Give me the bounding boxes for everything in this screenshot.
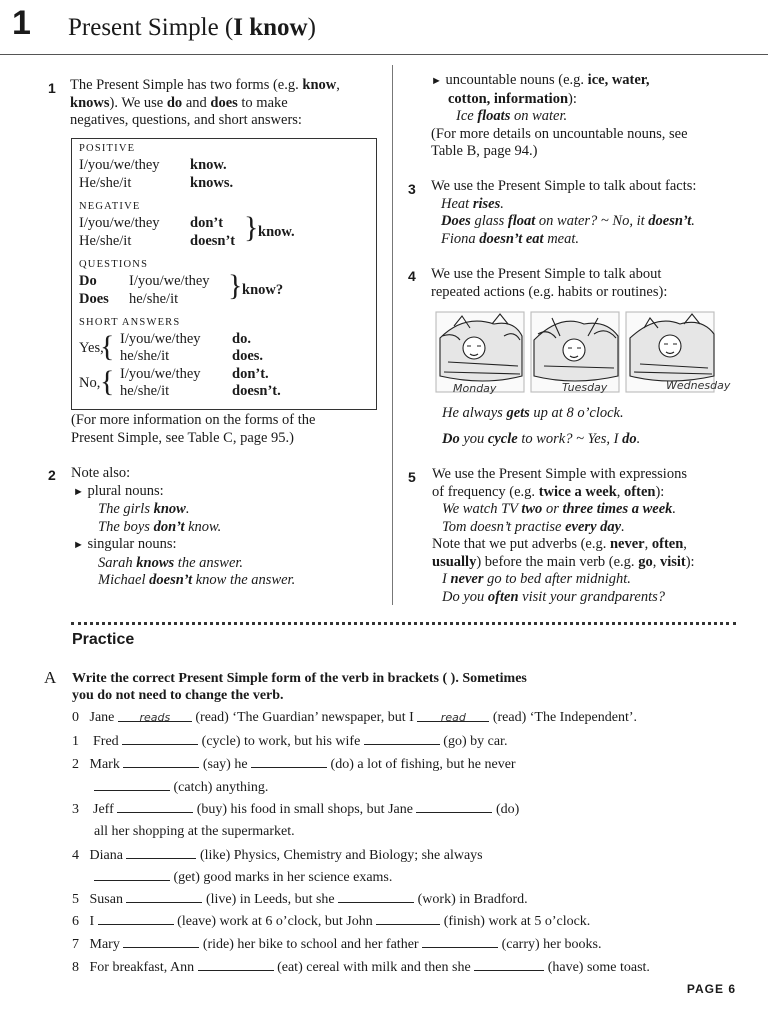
answer-blank[interactable]: [338, 890, 414, 903]
sa-yes: Yes,: [79, 340, 104, 356]
unit-title: [68, 14, 316, 42]
sa-verb-3: don’t.: [232, 366, 269, 382]
section-2-content: Note also: ► plural nouns: The girls know. The boys don’t know. ► singular nouns: Sarah knows the answer. Michael doesn’t know the answer.: [71, 465, 296, 588]
brace-questions: }: [228, 269, 243, 302]
neg-subj-1: I/you/we/they: [79, 215, 160, 231]
answer-blank[interactable]: [364, 732, 440, 745]
sa-subj-4: he/she/it: [120, 383, 170, 399]
pos-subj-2: He/she/it: [79, 175, 132, 191]
exercise-item-7: 7 Mary (ride) her bike to school and her father (carry) her books.: [72, 937, 602, 952]
neg-subj-2: He/she/it: [79, 233, 132, 249]
short-answers-heading: SHORT ANSWERS: [79, 317, 181, 328]
sa-verb-1: do.: [232, 331, 251, 347]
brace-yes: {: [100, 330, 115, 363]
q-does: Does: [79, 291, 109, 307]
questions-heading: QUESTIONS: [79, 259, 149, 270]
q-do: Do: [79, 273, 97, 289]
day-label-monday: Monday: [453, 382, 497, 395]
exercise-item-5: 5 Susan (live) in Leeds, but she (work) in Bradford.: [72, 892, 528, 907]
exercise-item-4: 4 Diana (like) Physics, Chemistry and Biology; she always: [72, 848, 483, 863]
arrow-icon: ►: [73, 485, 84, 498]
pos-verb-2: knows.: [190, 175, 234, 191]
sa-verb-4: doesn’t.: [232, 383, 281, 399]
q-know: know?: [242, 282, 284, 298]
answer-blank[interactable]: [198, 958, 274, 971]
answer-blank[interactable]: [117, 800, 193, 813]
answer-blank[interactable]: [251, 755, 327, 768]
exercise-item-6: 6 I (leave) work at 6 o’clock, but John (finish) work at 5 o’clock.: [72, 914, 591, 929]
answer-blank[interactable]: read: [417, 709, 489, 722]
sa-subj-3: I/you/we/they: [120, 366, 201, 382]
answer-blank[interactable]: [123, 755, 199, 768]
answer-blank[interactable]: [474, 958, 544, 971]
exercise-item-2-cont: (catch) anything.: [94, 778, 268, 796]
practice-heading: Practice: [72, 631, 135, 648]
positive-heading: POSITIVE: [79, 143, 136, 154]
answer-blank[interactable]: reads: [118, 709, 192, 722]
exercise-item-3: 3 Jeff (buy) his food in small shops, but Jane (do): [72, 802, 520, 817]
section-4-intro: We use the Present Simple to talk about repeated actions (e.g. habits or routines):: [431, 266, 668, 300]
pos-subj-1: I/you/we/they: [79, 157, 160, 173]
exercise-item-0: 0 Jane reads (read) ‘The Guardian’ newspaper, but I read (read) ‘The Independent’.: [72, 710, 638, 725]
brace-no: {: [100, 365, 115, 398]
q-subj-2: he/she/it: [129, 291, 179, 307]
exercise-item-3-cont: all her shopping at the supermarket.: [94, 824, 295, 839]
column-divider: [392, 65, 393, 605]
title-post: ): [307, 14, 316, 41]
exercise-a-instructions: Write the correct Present Simple form of the verb in brackets ( ). Sometimes you do not need to change the verb.: [72, 671, 527, 703]
section-4-example-1: He always gets up at 8 o’clock.: [442, 405, 624, 421]
exercise-a-letter: A: [44, 668, 57, 687]
neg-verb-2: doesn’t: [190, 233, 236, 249]
answer-blank[interactable]: [98, 912, 174, 925]
answer-blank[interactable]: [422, 935, 498, 948]
day-label-tuesday: Tuesday: [562, 381, 608, 394]
brace-negative: }: [244, 211, 259, 244]
answer-blank[interactable]: [94, 778, 170, 791]
answer-blank[interactable]: [123, 935, 199, 948]
section-3-number: 3: [408, 181, 416, 197]
section-5-number: 5: [408, 469, 416, 485]
q-subj-1: I/you/we/they: [129, 273, 210, 289]
arrow-icon: ►: [431, 75, 442, 87]
sa-subj-2: he/she/it: [120, 348, 170, 364]
sa-subj-1: I/you/we/they: [120, 331, 201, 347]
section-2-number: 2: [48, 467, 56, 483]
exercise-item-2: 2 Mark (say) he (do) a lot of fishing, but he never: [72, 757, 516, 772]
arrow-icon: ►: [73, 539, 84, 551]
negative-heading: NEGATIVE: [79, 201, 141, 212]
section-1-number: 1: [48, 80, 56, 96]
answer-blank[interactable]: [94, 868, 170, 881]
section-3-content: We use the Present Simple to talk about facts: Heat rises. Does glass float on water? ~ No, it doesn’t. Fiona doesn’t eat meat.: [431, 178, 697, 247]
section-4-example-2: Do you cycle to work? ~ Yes, I do.: [442, 431, 641, 447]
section-1-more: (For more information on the forms of the Present Simple, see Table C, page 95.): [71, 412, 316, 446]
page-number: PAGE 6: [686, 982, 736, 996]
pos-verb-1: know.: [190, 157, 227, 173]
answer-blank[interactable]: [376, 912, 440, 925]
dotted-divider: [71, 622, 736, 625]
title-rule: [0, 54, 768, 55]
title-pre: Present Simple (: [68, 14, 234, 41]
exercise-item-4-cont: (get) good marks in her science exams.: [94, 868, 392, 886]
uncountable-note: ► uncountable nouns (e.g. ice, water, cotton, information): Ice floats on water. (For more details on uncountable nouns, see Table B, page 94.): [431, 72, 688, 159]
answer-blank[interactable]: [416, 800, 492, 813]
tuesday-cartoon: [531, 312, 619, 392]
section-4-number: 4: [408, 268, 416, 284]
sa-no: No,: [79, 375, 101, 391]
neg-know: know.: [258, 224, 295, 240]
exercise-item-1: 1 Fred (cycle) to work, but his wife (go) by car.: [72, 734, 508, 749]
title-bold: I know: [233, 14, 308, 41]
section-1-intro: The Present Simple has two forms (e.g. know, knows). We use do and does to make negatives, questions, and short answers:: [70, 77, 340, 128]
unit-number: 1: [12, 4, 31, 42]
answer-blank[interactable]: [126, 890, 202, 903]
exercise-item-8: 8 For breakfast, Ann (eat) cereal with milk and then she (have) some toast.: [72, 960, 650, 975]
monday-cartoon: [436, 312, 524, 392]
day-label-wednesday: Wednesday: [666, 379, 731, 392]
section-5-content: We use the Present Simple with expressions of frequency (e.g. twice a week, often): We watch TV two or three times a week. Tom doesn’t practise every day. Note that we put adverbs (e.g. never, often, usually) before the main verb (e.g. go, visit): I never go to bed after midnight. Do you often visit your grandparents?: [432, 466, 695, 605]
answer-blank[interactable]: [122, 732, 198, 745]
sa-verb-2: does.: [232, 348, 264, 364]
answer-blank[interactable]: [126, 846, 196, 859]
neg-verb-1: don’t: [190, 215, 224, 231]
